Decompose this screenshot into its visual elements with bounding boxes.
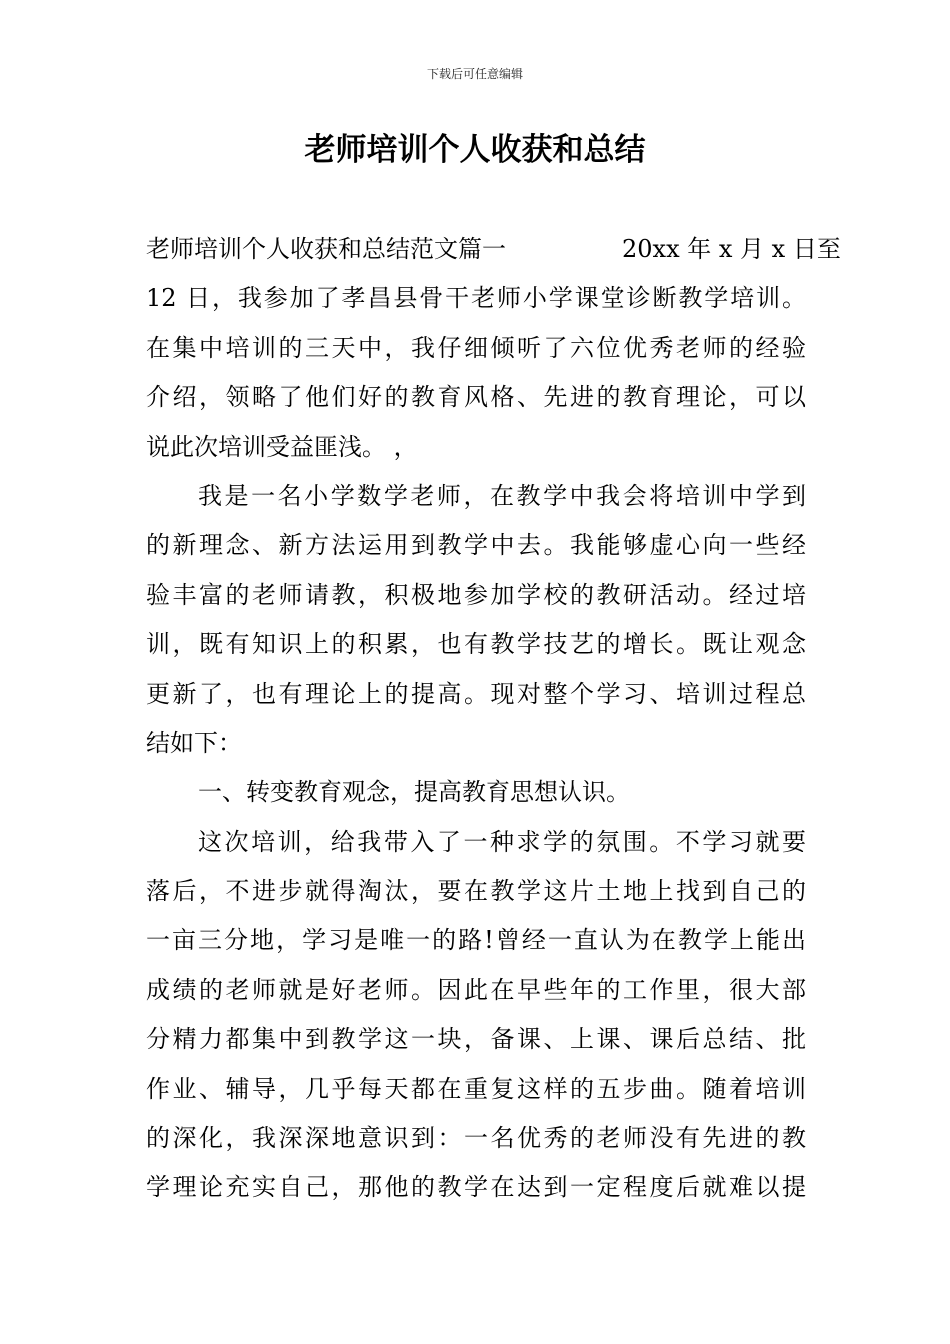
body-line: 在集中培训的三天中，我仔细倾听了六位优秀老师的经验 <box>146 333 806 362</box>
article-lead: 老师培训个人收获和总结范文篇一 <box>146 235 506 263</box>
page-header-note: 下载后可任意编辑 <box>426 67 523 81</box>
body-line: 训，既有知识上的积累，也有教学技艺的增长。既让观念 <box>146 630 806 659</box>
body-line: 12 日，我参加了孝昌县骨干老师小学课堂诊断教学培训。 <box>146 284 806 313</box>
body-line: 介绍，领略了他们好的教育风格、先进的教育理论，可以 <box>146 383 806 412</box>
body-line: 的深化，我深深地意识到：一名优秀的老师没有先进的教 <box>146 1124 806 1153</box>
section-heading: 一、转变教育观念，提高教育思想认识。 <box>198 778 630 807</box>
training-date: 20xx 年 x 月 x 日至 <box>622 235 841 263</box>
body-line: 的新理念、新方法运用到教学中去。我能够虚心向一些经 <box>146 531 806 560</box>
body-line: 说此次培训受益匪浅。 ， <box>146 432 418 461</box>
paragraph-start-line: 我是一名小学数学老师，在教学中我会将培训中学到 <box>198 481 806 510</box>
document-title: 老师培训个人收获和总结 <box>304 132 646 168</box>
body-line: 落后，不进步就得淘汰，要在教学这片土地上找到自己的 <box>146 877 806 906</box>
body-line: 作业、辅导，几乎每天都在重复这样的五步曲。随着培训 <box>146 1074 806 1103</box>
body-line: 学理论充实自己，那他的教学在达到一定程度后就难以提 <box>146 1173 806 1202</box>
paragraph-start-line: 这次培训，给我带入了一种求学的氛围。不学习就要 <box>198 827 806 856</box>
body-line: 分精力都集中到教学这一块，备课、上课、课后总结、批 <box>146 1025 806 1054</box>
document-body <box>146 225 841 1213</box>
body-line-intro <box>146 225 841 274</box>
body-line: 成绩的老师就是好老师。因此在早些年的工作里，很大部 <box>146 975 806 1004</box>
body-line: 一亩三分地，学习是唯一的路!曾经一直认为在教学上能出 <box>146 926 806 955</box>
body-line: 验丰富的老师请教，积极地参加学校的教研活动。经过培 <box>146 580 806 609</box>
body-line: 结如下： <box>146 728 242 757</box>
body-line: 更新了，也有理论上的提高。现对整个学习、培训过程总 <box>146 679 806 708</box>
